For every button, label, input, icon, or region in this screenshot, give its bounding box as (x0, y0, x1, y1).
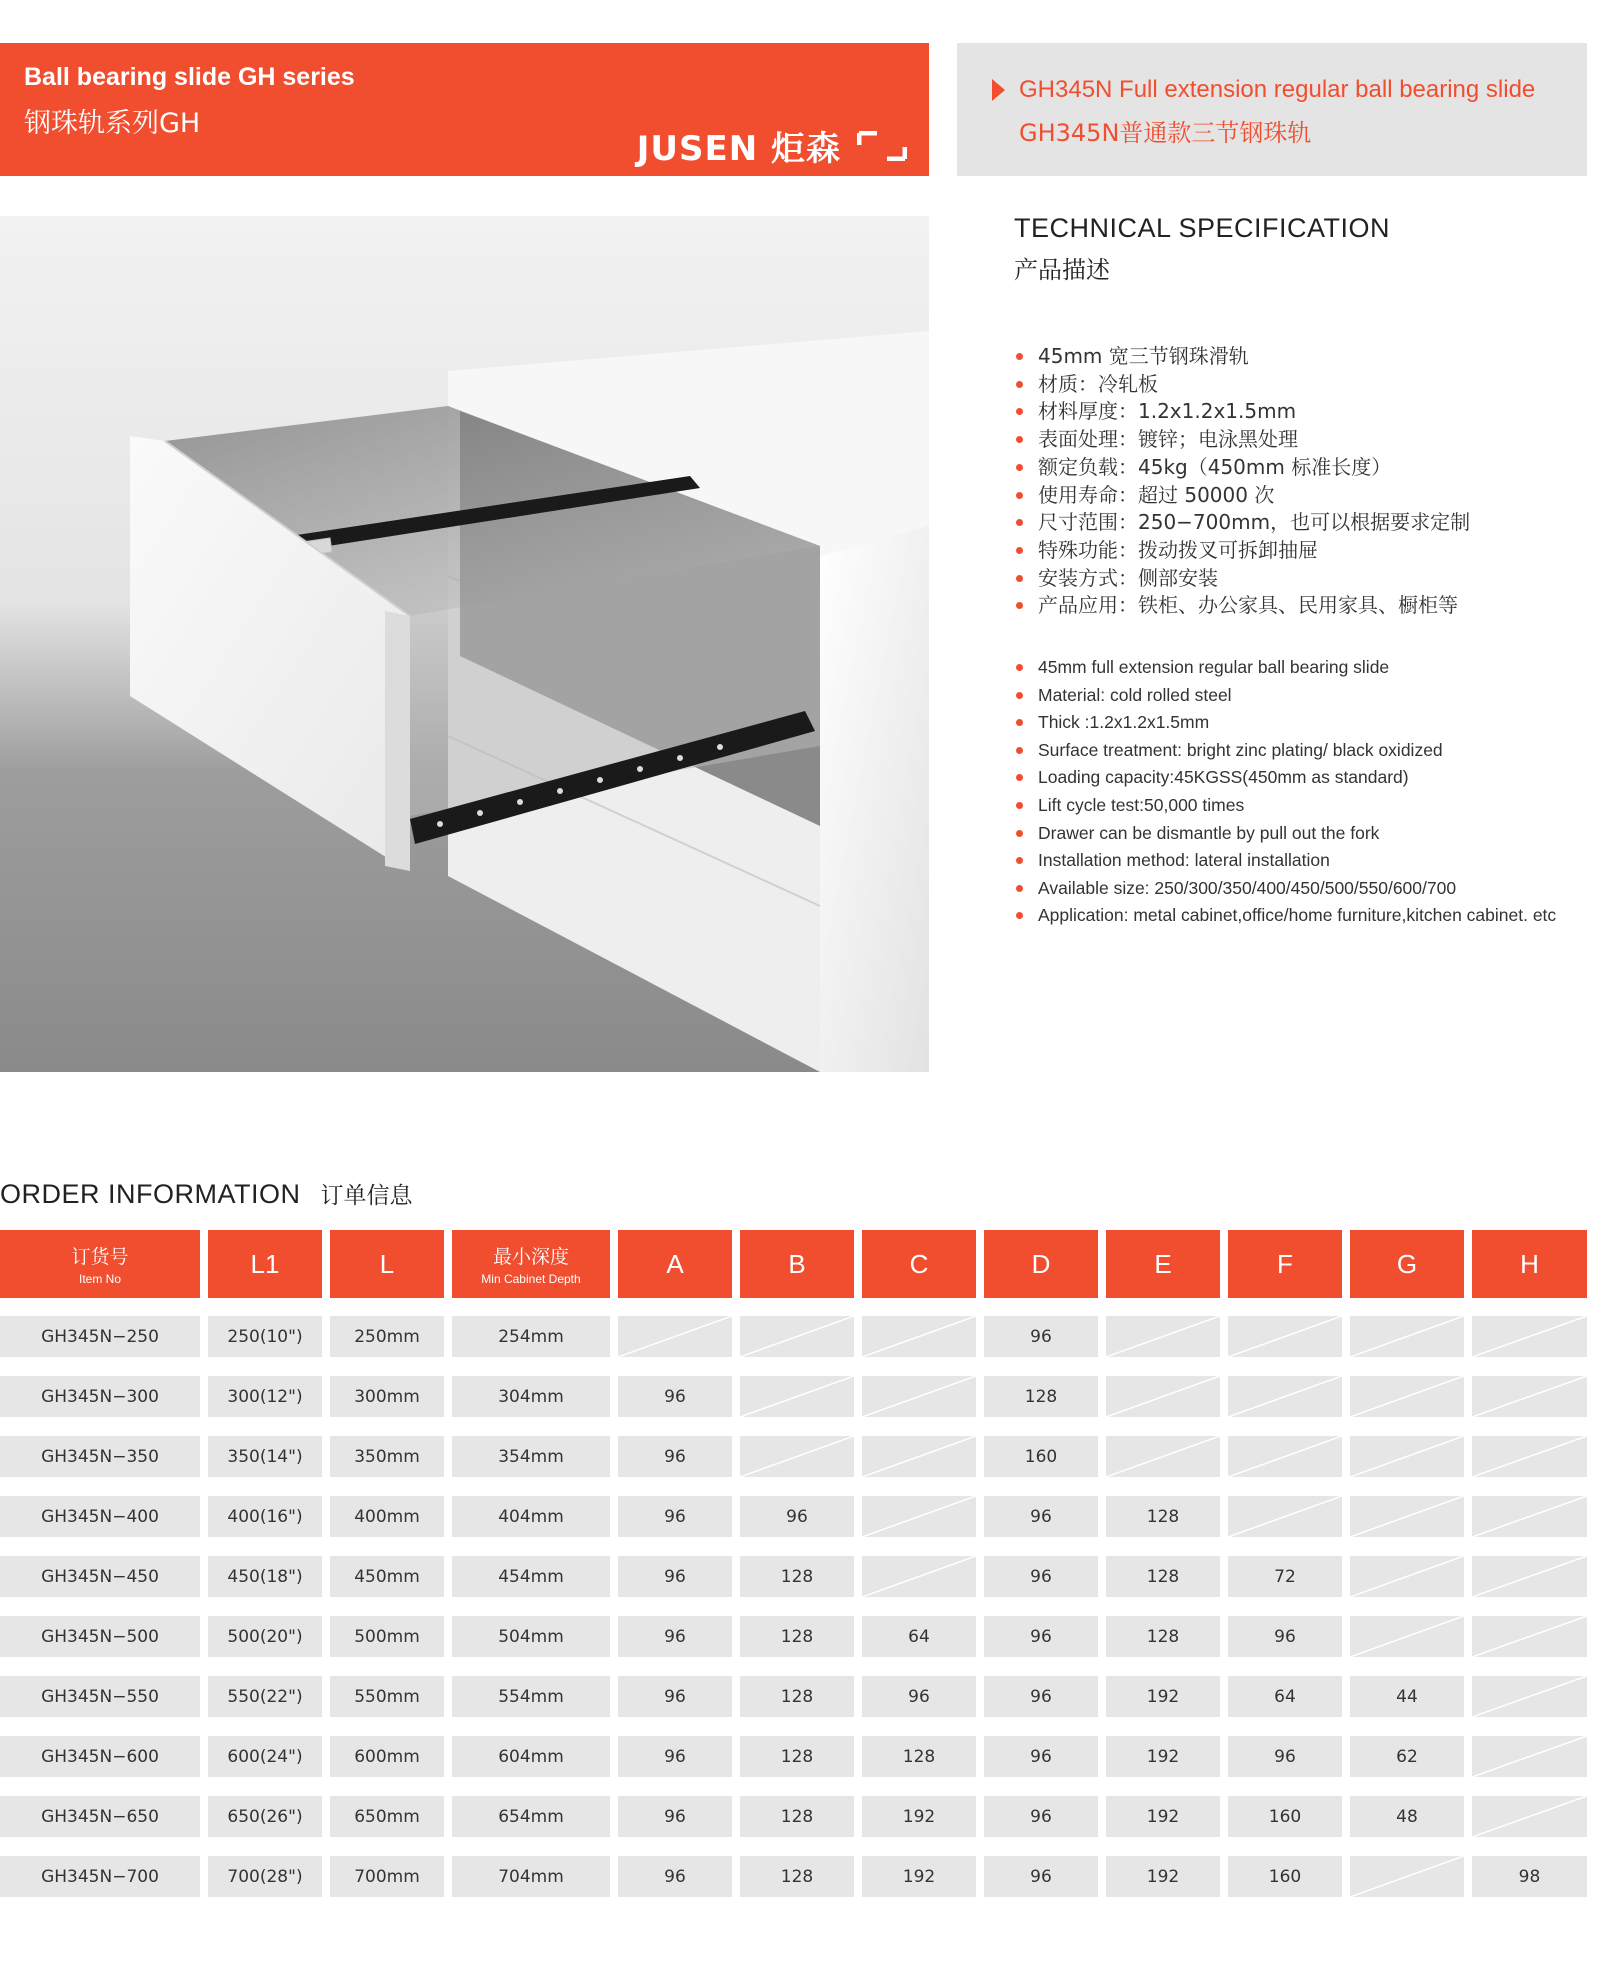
diagonal-slash-icon (1472, 1376, 1587, 1417)
spec-item-en: Material: cold rolled steel (1014, 682, 1594, 710)
table-cell-f: 160 (1228, 1796, 1342, 1837)
series-header (0, 43, 929, 176)
header-d (984, 1230, 1098, 1298)
header-label: L1 (250, 1248, 280, 1279)
diagonal-slash-icon (1228, 1436, 1342, 1477)
table-cell-item-no: GH345N−300 (0, 1376, 200, 1417)
table-cell-d: 96 (984, 1556, 1098, 1597)
spec-item-cn: 安装方式：侧部安装 (1014, 565, 1594, 593)
table-cell-e: 192 (1106, 1736, 1220, 1777)
header-e (1106, 1230, 1220, 1298)
spec-item-en: Installation method: lateral installation (1014, 847, 1594, 875)
empty-cell (1350, 1556, 1464, 1597)
bullet-icon (1016, 747, 1023, 754)
table-cell-c: 96 (862, 1676, 976, 1717)
table-cell-l: 450mm (330, 1556, 444, 1597)
table-cell-f: 64 (1228, 1676, 1342, 1717)
diagonal-slash-icon (1350, 1376, 1464, 1417)
diagonal-slash-icon (1350, 1616, 1464, 1657)
bullet-icon (1016, 802, 1023, 809)
spec-item-cn: 45mm 宽三节钢珠滑轨 (1014, 343, 1594, 371)
order-table (0, 1230, 1587, 1887)
spec-item-cn: 尺寸范围：250−700mm，也可以根据要求定制 (1014, 509, 1594, 537)
spec-item-en: Thick :1.2x1.2x1.5mm (1014, 709, 1594, 737)
table-row (0, 1316, 1587, 1357)
empty-cell (1228, 1376, 1342, 1417)
diagonal-slash-icon (1472, 1676, 1587, 1717)
spec-item-en: 45mm full extension regular ball bearing slide (1014, 654, 1594, 682)
table-cell-d: 96 (984, 1316, 1098, 1357)
diagonal-slash-icon (1350, 1556, 1464, 1597)
header-label: G (1396, 1248, 1418, 1279)
table-cell-a: 96 (618, 1376, 732, 1417)
spec-title-en: TECHNICAL SPECIFICATION (1014, 213, 1391, 243)
empty-cell (862, 1316, 976, 1357)
spec-item-en: Application: metal cabinet,office/home furniture,kitchen cabinet. etc (1014, 902, 1594, 930)
empty-cell (862, 1376, 976, 1417)
header-label: L (379, 1248, 395, 1279)
bullet-icon (1016, 492, 1023, 499)
diagonal-slash-icon (618, 1316, 732, 1357)
diagonal-slash-icon (1472, 1496, 1587, 1537)
bullet-icon (1016, 575, 1023, 582)
header-sublabel: Item No (78, 1272, 121, 1286)
empty-cell (1472, 1556, 1587, 1597)
table-cell-g: 44 (1350, 1676, 1464, 1717)
empty-cell (618, 1316, 732, 1357)
empty-cell (1106, 1436, 1220, 1477)
spec-item-cn: 产品应用：铁柜、办公家具、民用家具、橱柜等 (1014, 592, 1594, 620)
table-cell-item-no: GH345N−700 (0, 1856, 200, 1897)
table-cell-d: 96 (984, 1736, 1098, 1777)
table-cell-d: 128 (984, 1376, 1098, 1417)
table-cell-l: 550mm (330, 1676, 444, 1717)
arrow-right-icon (992, 79, 1005, 101)
table-cell-item-no: GH345N−450 (0, 1556, 200, 1597)
order-title-cn: 订单信息 (320, 1183, 413, 1209)
table-cell-min-depth: 704mm (452, 1856, 610, 1897)
product-title-panel (957, 43, 1587, 176)
table-cell-a: 96 (618, 1796, 732, 1837)
diagonal-slash-icon (1228, 1496, 1342, 1537)
table-cell-l1: 600(24") (208, 1736, 322, 1777)
bullet-icon (1016, 353, 1023, 360)
bullet-icon (1016, 464, 1023, 471)
empty-cell (1472, 1736, 1587, 1777)
table-row (0, 1376, 1587, 1417)
spec-item-cn: 材料厚度：1.2x1.2x1.5mm (1014, 398, 1594, 426)
table-cell-item-no: GH345N−350 (0, 1436, 200, 1477)
header-label: E (1154, 1248, 1172, 1279)
series-title-en: Ball bearing slide GH series (24, 63, 355, 91)
empty-cell (1472, 1316, 1587, 1357)
bullet-icon (1016, 830, 1023, 837)
table-cell-b: 128 (740, 1616, 854, 1657)
table-cell-item-no: GH345N−400 (0, 1496, 200, 1537)
diagonal-slash-icon (862, 1316, 976, 1357)
header-b (740, 1230, 854, 1298)
empty-cell (1350, 1436, 1464, 1477)
spec-list-en (1014, 654, 1594, 930)
table-cell-e: 128 (1106, 1556, 1220, 1597)
bullet-icon (1016, 381, 1023, 388)
bullet-icon (1016, 857, 1023, 864)
table-cell-d: 96 (984, 1616, 1098, 1657)
table-cell-f: 160 (1228, 1856, 1342, 1897)
table-cell-min-depth: 304mm (452, 1376, 610, 1417)
bullet-icon (1016, 692, 1023, 699)
empty-cell (1350, 1856, 1464, 1897)
table-cell-a: 96 (618, 1676, 732, 1717)
table-cell-c: 192 (862, 1796, 976, 1837)
spec-item-en: Drawer can be dismantle by pull out the fork (1014, 820, 1594, 848)
empty-cell (1472, 1376, 1587, 1417)
table-cell-f: 96 (1228, 1736, 1342, 1777)
table-cell-l1: 450(18") (208, 1556, 322, 1597)
order-title-en: ORDER INFORMATION (0, 1179, 301, 1209)
table-cell-min-depth: 604mm (452, 1736, 610, 1777)
table-cell-h: 98 (1472, 1856, 1587, 1897)
bullet-icon (1016, 436, 1023, 443)
diagonal-slash-icon (862, 1436, 976, 1477)
empty-cell (1228, 1496, 1342, 1537)
table-cell-a: 96 (618, 1616, 732, 1657)
diagonal-slash-icon (1472, 1736, 1587, 1777)
table-cell-l: 400mm (330, 1496, 444, 1537)
table-cell-l1: 350(14") (208, 1436, 322, 1477)
diagonal-slash-icon (1350, 1436, 1464, 1477)
product-photo (0, 216, 929, 1072)
bullet-icon (1016, 602, 1023, 609)
empty-cell (862, 1556, 976, 1597)
spec-title-cn: 产品描述 (1014, 256, 1110, 284)
table-cell-d: 96 (984, 1856, 1098, 1897)
table-cell-d: 160 (984, 1436, 1098, 1477)
diagonal-slash-icon (862, 1376, 976, 1417)
empty-cell (1350, 1496, 1464, 1537)
empty-cell (1472, 1796, 1587, 1837)
table-cell-item-no: GH345N−250 (0, 1316, 200, 1357)
product-title-cn: GH345N普通款三节钢珠轨 (1019, 119, 1312, 147)
table-cell-item-no: GH345N−500 (0, 1616, 200, 1657)
empty-cell (1106, 1316, 1220, 1357)
brand-name: JUSEN 炬森 (636, 129, 841, 169)
product-title-en: GH345N Full extension regular ball bearing slide (1019, 76, 1536, 103)
table-cell-e: 128 (1106, 1496, 1220, 1537)
header-f (1228, 1230, 1342, 1298)
table-cell-l: 600mm (330, 1736, 444, 1777)
diagonal-slash-icon (740, 1436, 854, 1477)
table-cell-c: 64 (862, 1616, 976, 1657)
table-cell-d: 96 (984, 1676, 1098, 1717)
empty-cell (1350, 1316, 1464, 1357)
diagonal-slash-icon (1228, 1376, 1342, 1417)
table-cell-l1: 500(20") (208, 1616, 322, 1657)
table-cell-min-depth: 504mm (452, 1616, 610, 1657)
diagonal-slash-icon (1228, 1316, 1342, 1357)
table-cell-l: 250mm (330, 1316, 444, 1357)
header-g (1350, 1230, 1464, 1298)
header-c (862, 1230, 976, 1298)
header-l (330, 1230, 444, 1298)
table-cell-g: 48 (1350, 1796, 1464, 1837)
table-cell-a: 96 (618, 1556, 732, 1597)
table-cell-l: 700mm (330, 1856, 444, 1897)
table-row (0, 1496, 1587, 1537)
empty-cell (740, 1376, 854, 1417)
table-cell-l: 350mm (330, 1436, 444, 1477)
table-cell-min-depth: 654mm (452, 1796, 610, 1837)
empty-cell (1472, 1496, 1587, 1537)
bullet-icon (1016, 519, 1023, 526)
diagonal-slash-icon (1106, 1376, 1220, 1417)
empty-cell (1228, 1316, 1342, 1357)
table-cell-item-no: GH345N−550 (0, 1676, 200, 1717)
empty-cell (1106, 1376, 1220, 1417)
spec-list-cn (1014, 343, 1594, 620)
table-cell-e: 192 (1106, 1796, 1220, 1837)
table-cell-l1: 250(10") (208, 1316, 322, 1357)
diagonal-slash-icon (1472, 1316, 1587, 1357)
table-cell-l1: 400(16") (208, 1496, 322, 1537)
table-cell-c: 128 (862, 1736, 976, 1777)
spec-item-en: Loading capacity:45KGSS(450mm as standard) (1014, 764, 1594, 792)
spec-item-en: Lift cycle test:50,000 times (1014, 792, 1594, 820)
table-cell-a: 96 (618, 1496, 732, 1537)
empty-cell (1472, 1676, 1587, 1717)
header-h (1472, 1230, 1587, 1298)
empty-cell (862, 1496, 976, 1537)
table-cell-item-no: GH345N−600 (0, 1736, 200, 1777)
series-title-cn: 钢珠轨系列GH (24, 108, 201, 139)
table-cell-b: 128 (740, 1556, 854, 1597)
table-cell-a: 96 (618, 1856, 732, 1897)
diagonal-slash-icon (1106, 1316, 1220, 1357)
table-row (0, 1676, 1587, 1717)
spec-item-cn: 使用寿命：超过 50000 次 (1014, 482, 1594, 510)
diagonal-slash-icon (740, 1316, 854, 1357)
table-cell-b: 128 (740, 1856, 854, 1897)
table-cell-l1: 700(28") (208, 1856, 322, 1897)
table-cell-d: 96 (984, 1496, 1098, 1537)
diagonal-slash-icon (862, 1496, 976, 1537)
diagonal-slash-icon (1472, 1616, 1587, 1657)
table-cell-l1: 300(12") (208, 1376, 322, 1417)
table-cell-e: 192 (1106, 1676, 1220, 1717)
table-cell-a: 96 (618, 1736, 732, 1777)
table-cell-b: 128 (740, 1736, 854, 1777)
table-cell-min-depth: 404mm (452, 1496, 610, 1537)
spec-item-cn: 额定负载：45kg（450mm 标准长度） (1014, 454, 1594, 482)
table-cell-e: 192 (1106, 1856, 1220, 1897)
spec-item-cn: 材质：冷轧板 (1014, 371, 1594, 399)
header-label: A (666, 1248, 684, 1279)
header-item-no (0, 1230, 200, 1298)
table-cell-l: 500mm (330, 1616, 444, 1657)
header-label: 订货号 (71, 1246, 129, 1268)
table-cell-a: 96 (618, 1436, 732, 1477)
spec-item-cn: 表面处理：镀锌；电泳黑处理 (1014, 426, 1594, 454)
table-cell-l: 650mm (330, 1796, 444, 1837)
empty-cell (1472, 1436, 1587, 1477)
spec-item-en: Surface treatment: bright zinc plating/ black oxidized (1014, 737, 1594, 765)
header-label: F (1277, 1248, 1293, 1279)
table-row (0, 1436, 1587, 1477)
header-a (618, 1230, 732, 1298)
bullet-icon (1016, 408, 1023, 415)
empty-cell (740, 1316, 854, 1357)
table-cell-b: 128 (740, 1676, 854, 1717)
diagonal-slash-icon (1106, 1436, 1220, 1477)
table-cell-g: 62 (1350, 1736, 1464, 1777)
table-row (0, 1556, 1587, 1597)
header-sublabel: Min Cabinet Depth (481, 1272, 581, 1286)
table-cell-min-depth: 554mm (452, 1676, 610, 1717)
diagonal-slash-icon (1472, 1796, 1587, 1837)
bullet-icon (1016, 664, 1023, 671)
table-cell-f: 72 (1228, 1556, 1342, 1597)
table-row (0, 1796, 1587, 1837)
table-cell-f: 96 (1228, 1616, 1342, 1657)
technical-specification (1014, 213, 1594, 930)
empty-cell (1472, 1616, 1587, 1657)
diagonal-slash-icon (1472, 1436, 1587, 1477)
header-label: 最小深度 (492, 1246, 569, 1268)
bullet-icon (1016, 719, 1023, 726)
empty-cell (862, 1436, 976, 1477)
bullet-icon (1016, 912, 1023, 919)
empty-cell (1350, 1616, 1464, 1657)
table-cell-l1: 650(26") (208, 1796, 322, 1837)
diagonal-slash-icon (1472, 1556, 1587, 1597)
brand-logo (637, 121, 907, 170)
table-cell-l1: 550(22") (208, 1676, 322, 1717)
header-label: D (1031, 1248, 1051, 1279)
diagonal-slash-icon (740, 1376, 854, 1417)
bullet-icon (1016, 774, 1023, 781)
table-cell-min-depth: 354mm (452, 1436, 610, 1477)
table-header-row (0, 1230, 1587, 1298)
table-row (0, 1856, 1587, 1897)
table-row (0, 1736, 1587, 1777)
table-row (0, 1616, 1587, 1657)
table-cell-e: 128 (1106, 1616, 1220, 1657)
table-cell-b: 96 (740, 1496, 854, 1537)
table-cell-d: 96 (984, 1796, 1098, 1837)
bullet-icon (1016, 547, 1023, 554)
table-cell-min-depth: 254mm (452, 1316, 610, 1357)
diagonal-slash-icon (1350, 1316, 1464, 1357)
empty-cell (740, 1436, 854, 1477)
table-cell-min-depth: 454mm (452, 1556, 610, 1597)
empty-cell (1228, 1436, 1342, 1477)
table-cell-l: 300mm (330, 1376, 444, 1417)
diagonal-slash-icon (862, 1556, 976, 1597)
table-cell-c: 192 (862, 1856, 976, 1897)
header-l1 (208, 1230, 322, 1298)
table-cell-b: 128 (740, 1796, 854, 1837)
bullet-icon (1016, 885, 1023, 892)
table-cell-item-no: GH345N−650 (0, 1796, 200, 1837)
spec-item-en: Available size: 250/300/350/400/450/500/550/600/700 (1014, 875, 1594, 903)
spec-item-cn: 特殊功能：拨动拨叉可拆卸抽屉 (1014, 537, 1594, 565)
header-label: C (909, 1248, 929, 1279)
bracket-logo-icon (857, 131, 907, 161)
header-label: B (788, 1248, 806, 1279)
empty-cell (1350, 1376, 1464, 1417)
header-min-depth (452, 1230, 610, 1298)
order-information-title (0, 1177, 413, 1210)
header-label: H (1520, 1248, 1539, 1279)
diagonal-slash-icon (1350, 1496, 1464, 1537)
diagonal-slash-icon (1350, 1856, 1464, 1897)
